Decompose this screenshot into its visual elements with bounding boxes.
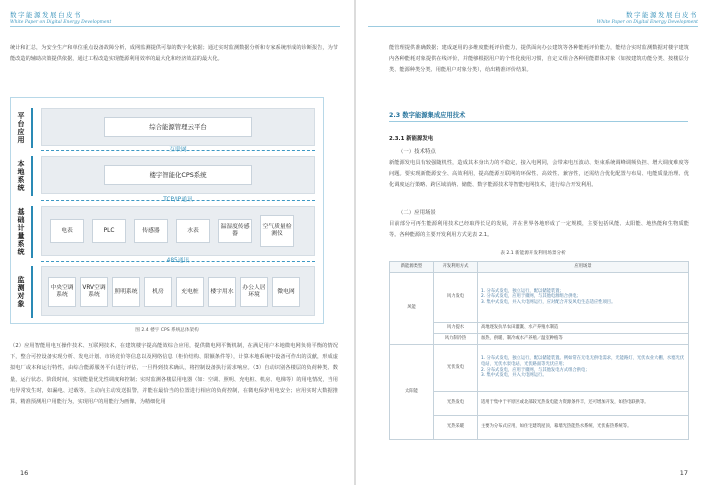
heading-tech-features: （一）技术特点 xyxy=(398,149,436,155)
top-paragraph: 能管理提供准确数据；建成逐用的多维度能耗评价能力，提供面向办公建筑等各种能耗评价能力，能结合实时监测数据对楼宇建筑内各种能耗对象提供在线评价，并能够根据用户的个性化使用习惯，自定义组合各种用能群体对象（如按建筑功能分类、按楼层分类、能源种类分类、用能用户对象分类），给出精准评价结果。 xyxy=(389,45,689,74)
right-header xyxy=(597,10,698,25)
table-cell-scene: 高地逐发抗旱农田灌溉、水产养殖水制造 xyxy=(478,322,689,333)
table-cell-type: 风能 xyxy=(390,272,434,344)
subsection-title: 2.3.1 新能源发电 xyxy=(389,136,434,142)
header-title-en: White Paper on Digital Energy Development xyxy=(10,20,112,25)
object-box: 办公人居环境 xyxy=(240,277,268,307)
meter-box: 空气质量检测仪 xyxy=(260,215,294,247)
meter-box: PLC xyxy=(92,219,126,243)
local-system-box: 楼宇智能化CPS系统 xyxy=(104,165,252,185)
left-header xyxy=(10,10,111,25)
bus-485: 485通讯 xyxy=(41,261,315,262)
page-number: 16 xyxy=(20,469,29,477)
table-caption: 表 2.1 新能源开发利用场景分析 xyxy=(500,251,566,256)
table-cell-method: 风力发电 xyxy=(434,272,478,322)
object-box: 中央空调系统 xyxy=(48,277,76,307)
header-title-en: White Paper on Digital Energy Development xyxy=(596,20,698,25)
table-cell-method: 风力提水 xyxy=(434,322,478,333)
header-rule xyxy=(10,26,340,27)
object-box: 机房 xyxy=(144,277,172,307)
table-row xyxy=(390,415,689,439)
tech-paragraph: 新能源发电具有较强随机性，造成其本身出力的不稳定，接入电网同，会带来电压波动、矩束系统调峰调频负担、增大调度难度等问题。要实现新能源安全、高效利用，提高能源互联网的环保性、高效性、兼容性，还需结合优化配置与布局、电能质量治理、优化调度运行策略、跨区域消纳、储能、数字能源技术等智能电网技术，进行综合开发利用。 xyxy=(389,160,689,189)
right-page xyxy=(356,0,710,485)
object-box: 楼宇用水 xyxy=(208,277,236,307)
layer-label-local: 本地系统 xyxy=(11,156,33,196)
table-row xyxy=(390,322,689,333)
table-cell-scene: 适用于集中于平原区或北部较光热发电能力资源条件丰，还可增加开发，如热电联供等。 xyxy=(478,391,689,415)
meter-box: 温湿度传感器 xyxy=(218,219,252,243)
table-row xyxy=(390,272,689,322)
bottom-paragraph: （2）应用智能用电互操作技术、互联网技术，在建筑楼宇提高能效综合应用，提供微电网平衡机制，在满足用户本地微电网负荷平衡的情况下，整合可控设备实现分析、发电计划、市场竞价等信息以及网络信息（柜价结构、限额条件等），计算本地系统中设备可作出的贡献，形成虚拟电厂或本和运行特性，由综合能源服务平台进行评估，一旦得到技术确认，将控制设备执行需求响应。（3）自动识别各楼层的负荷种类、数量，运行状态、阶段时间，实现能量优先性调度和控制；实时监测各楼层用电器（如：空调、照明、充电桩、机房、电梯等）的用电情况，当用电异常发生时，如漏电、过载等，主动向主动发送报警，并能在最恰当的位置进行相应的负荷控制，在微电保护用电安全；应用实时大数据推算，精准预测用户用能行为，实现用户的用能行为画像，为精细化用 xyxy=(10,343,338,406)
local-band xyxy=(41,156,315,194)
header-title-cn: 数字能源发展白皮书 xyxy=(626,11,698,19)
object-box: VRV空调系统 xyxy=(80,277,108,307)
layer-label-platform: 平台应用 xyxy=(11,108,33,148)
bus-internet: 互联网 xyxy=(41,150,315,151)
bus-tcpip: TCP/IP通讯 xyxy=(41,200,315,201)
figure-caption: 图 2.4 楼宇 CPS 系统总体架构 xyxy=(135,328,199,333)
header-title-cn: 数字能源发展白皮书 xyxy=(10,11,82,19)
section-rule xyxy=(389,121,688,122)
objects-band xyxy=(41,266,315,316)
table-cell-type: 太阳能 xyxy=(390,344,434,439)
meter-box: 水表 xyxy=(176,219,210,243)
table-cell-scene: 1. 分布式发电，独立运行，配以储能装置； 2. 分布式发电，应用于微网，与其他电源组合供电； 3. 集中式发电，并入大电网运行，应对配合开发风电生态适应性项目。 xyxy=(478,272,689,322)
layer-label-metering: 基础计量系统 xyxy=(11,206,33,258)
top-paragraph: 统计和汇总，为安全生产和单位重点设备故障分析，成网监测提供可靠的数字化依据；通过实时监测数据分析和专家系统形成的诊断报告，为节能改造的辅助决策提供依据，通过工程改造实现能源利用效率的最大化和经济效益的最大化。 xyxy=(10,45,338,63)
table-header-cell: 新能源类型 xyxy=(390,262,434,273)
object-box: 充电桩 xyxy=(176,277,204,307)
table-row xyxy=(390,333,689,344)
cps-architecture-diagram xyxy=(10,97,324,324)
table-cell-scene: 主要为分布式应用，如住宅建筑屋顶、幕墙光热能热水系统、光伏畜热系统等。 xyxy=(478,415,689,439)
meter-box: 传感器 xyxy=(134,219,168,243)
table-row xyxy=(390,344,689,391)
table-cell-method: 光伏发电 xyxy=(434,344,478,391)
table-cell-method: 光热发电 xyxy=(434,391,478,415)
platform-band xyxy=(41,108,315,146)
table-header-row xyxy=(390,262,689,273)
metering-band xyxy=(41,206,315,256)
header-rule xyxy=(368,26,698,27)
table-header-cell: 开发利用方式 xyxy=(434,262,478,273)
layer-label-objects: 监测对象 xyxy=(11,266,33,318)
page-number: 17 xyxy=(679,469,688,477)
left-page xyxy=(0,0,354,485)
app-paragraph: 目前部分可再生能源利用技术已经取得长足的发展，并在世界各地形成了一定规模，主要包括风能、太阳能、地热能和生物质能等。各种能源的主要开发利用方式见表 2.1。 xyxy=(389,221,689,239)
table-cell-scene: 1. 分布式发电，独立运行，配以储能装置。例如常在无电无供电需求，光能路灯、光伏农业大棚、水塞光伏电站、光伏水泵电站、光伏路面等光伏应用； 2. 分布式发电，应用于微网，与其他发电方式组合供电； 3. 集中式发电，并入大电网运行。 xyxy=(478,344,689,391)
object-box: 微电网 xyxy=(272,277,300,307)
platform-box: 综合能源管理云平台 xyxy=(104,117,252,137)
table-row xyxy=(390,391,689,415)
table-header-cell: 应用场景 xyxy=(478,262,689,273)
table-cell-method: 风力制冷热 xyxy=(434,333,478,344)
meter-box: 电表 xyxy=(50,219,84,243)
table-cell-method: 光热采暖 xyxy=(434,415,478,439)
object-box: 照明系统 xyxy=(112,277,140,307)
table-cell-scene: 加热、供暖、制冷或水产养殖／温室种植等 xyxy=(478,333,689,344)
heading-application: （二）应用场景 xyxy=(398,210,436,216)
energy-table xyxy=(389,261,689,440)
section-title: 2.3 数字能源集成应用技术 xyxy=(389,112,466,119)
